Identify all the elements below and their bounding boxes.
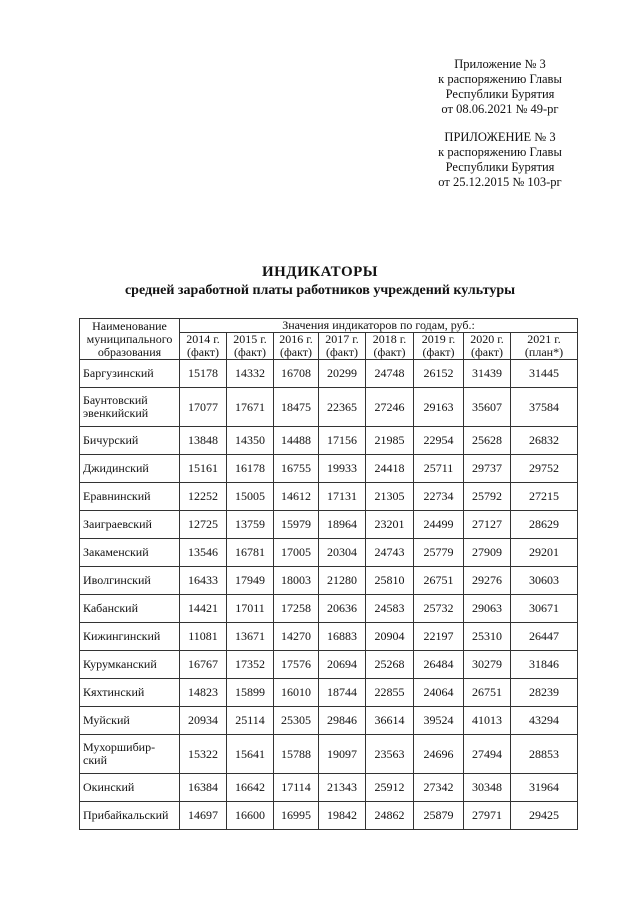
- appendix-republic-line: Республики Бурятия: [445, 160, 555, 174]
- appendix-order-line: к распоряжению Главы: [438, 72, 562, 86]
- table-row: [80, 802, 578, 830]
- municipality-name: Закаменский: [80, 539, 180, 567]
- table-row: [80, 774, 578, 802]
- appendix-title: Приложение № 3: [454, 57, 546, 71]
- indicator-value: 26447: [511, 623, 578, 651]
- year-column-header: [414, 333, 464, 360]
- appendix-date-line: от 08.06.2021 № 49-рг: [441, 102, 559, 116]
- municipality-name: Прибайкальский: [80, 802, 180, 830]
- indicator-value: 22734: [414, 483, 464, 511]
- indicator-value: 16600: [227, 802, 274, 830]
- municipality-name: Курумканский: [80, 651, 180, 679]
- indicator-value: 27971: [464, 802, 511, 830]
- indicator-value: 14421: [180, 595, 227, 623]
- indicator-value: 15161: [180, 455, 227, 483]
- indicator-value: 28853: [511, 735, 578, 774]
- indicator-value: 16384: [180, 774, 227, 802]
- year-column-header: [180, 333, 227, 360]
- indicator-value: 15641: [227, 735, 274, 774]
- indicator-value: 15322: [180, 735, 227, 774]
- indicator-value: 19933: [319, 455, 366, 483]
- indicator-value: 12252: [180, 483, 227, 511]
- municipality-name: Баргузинский: [80, 360, 180, 388]
- appendix-republic-line: Республики Бурятия: [445, 87, 555, 101]
- indicator-value: 24583: [366, 595, 414, 623]
- indicator-value: 25305: [274, 707, 319, 735]
- indicator-value: 29276: [464, 567, 511, 595]
- indicator-value: 24748: [366, 360, 414, 388]
- year-column-header: [464, 333, 511, 360]
- municipality-name: Кяхтинский: [80, 679, 180, 707]
- table-row: [80, 511, 578, 539]
- indicator-value: 31445: [511, 360, 578, 388]
- year-kind-label: (факт): [470, 345, 503, 359]
- year-label: 2021 г.: [527, 332, 561, 346]
- year-kind-label: (факт): [422, 345, 455, 359]
- indicator-value: 14612: [274, 483, 319, 511]
- indicator-value: 22954: [414, 427, 464, 455]
- indicator-value: 29201: [511, 539, 578, 567]
- indicator-value: 15788: [274, 735, 319, 774]
- indicator-value: 16178: [227, 455, 274, 483]
- indicator-value: 15005: [227, 483, 274, 511]
- municipality-name: Бичурский: [80, 427, 180, 455]
- indicator-value: 13546: [180, 539, 227, 567]
- year-label: 2015 г.: [233, 332, 267, 346]
- indicator-value: 16883: [319, 623, 366, 651]
- table-row: [80, 567, 578, 595]
- indicator-value: 14332: [227, 360, 274, 388]
- year-label: 2014 г.: [186, 332, 220, 346]
- indicator-value: 29752: [511, 455, 578, 483]
- indicator-value: 30671: [511, 595, 578, 623]
- indicator-value: 24418: [366, 455, 414, 483]
- indicator-value: 16781: [227, 539, 274, 567]
- indicator-value: 27909: [464, 539, 511, 567]
- indicator-value: 17114: [274, 774, 319, 802]
- table-row: [80, 679, 578, 707]
- municipality-column-header: Наименование муниципального образования: [80, 319, 180, 360]
- indicator-value: 20904: [366, 623, 414, 651]
- year-label: 2018 г.: [372, 332, 407, 346]
- municipality-name: Окинский: [80, 774, 180, 802]
- indicator-value: 21305: [366, 483, 414, 511]
- indicators-table: [79, 318, 578, 830]
- indicator-value: 24499: [414, 511, 464, 539]
- appendix-header-current: [400, 57, 600, 117]
- indicator-value: 26832: [511, 427, 578, 455]
- indicator-value: 25810: [366, 567, 414, 595]
- year-kind-label: (факт): [233, 345, 266, 359]
- indicator-value: 17576: [274, 651, 319, 679]
- municipality-name: Иволгинский: [80, 567, 180, 595]
- indicator-value: 13848: [180, 427, 227, 455]
- indicator-value: 15899: [227, 679, 274, 707]
- indicator-value: 16995: [274, 802, 319, 830]
- year-column-header: [274, 333, 319, 360]
- indicator-value: 20694: [319, 651, 366, 679]
- year-column-header: [366, 333, 414, 360]
- document-subtitle: средней заработной платы работников учреждений культуры: [124, 283, 516, 298]
- indicator-value: 23563: [366, 735, 414, 774]
- table-row: [80, 623, 578, 651]
- indicator-value: 14350: [227, 427, 274, 455]
- indicator-value: 13759: [227, 511, 274, 539]
- indicator-value: 11081: [180, 623, 227, 651]
- values-group-header: Значения индикаторов по годам, руб.:: [180, 319, 578, 333]
- indicator-value: 14697: [180, 802, 227, 830]
- municipality-name: Джидинский: [80, 455, 180, 483]
- indicator-value: 16642: [227, 774, 274, 802]
- indicator-value: 20934: [180, 707, 227, 735]
- indicator-value: 16010: [274, 679, 319, 707]
- indicator-value: 25268: [366, 651, 414, 679]
- indicator-value: 25779: [414, 539, 464, 567]
- indicator-value: 29846: [319, 707, 366, 735]
- table-row: [80, 388, 578, 427]
- indicator-value: 17352: [227, 651, 274, 679]
- year-label: 2016 г.: [279, 332, 313, 346]
- indicator-value: 17077: [180, 388, 227, 427]
- indicator-value: 17005: [274, 539, 319, 567]
- indicator-value: 16755: [274, 455, 319, 483]
- indicator-value: 31964: [511, 774, 578, 802]
- indicator-value: 35607: [464, 388, 511, 427]
- indicator-value: 26751: [414, 567, 464, 595]
- indicator-value: 21280: [319, 567, 366, 595]
- indicator-value: 25711: [414, 455, 464, 483]
- document-title: ИНДИКАТОРЫ: [261, 264, 379, 280]
- indicator-value: 22855: [366, 679, 414, 707]
- indicator-value: 25628: [464, 427, 511, 455]
- table-row: [80, 483, 578, 511]
- indicator-value: 17011: [227, 595, 274, 623]
- indicator-value: 20636: [319, 595, 366, 623]
- indicator-value: 30603: [511, 567, 578, 595]
- indicator-value: 17258: [274, 595, 319, 623]
- table-row: [80, 427, 578, 455]
- indicator-value: 13671: [227, 623, 274, 651]
- table-row: [80, 651, 578, 679]
- year-column-header: [319, 333, 366, 360]
- indicator-value: 19097: [319, 735, 366, 774]
- indicator-value: 21985: [366, 427, 414, 455]
- year-kind-label: (факт): [325, 345, 358, 359]
- indicator-value: 15178: [180, 360, 227, 388]
- indicator-value: 39524: [414, 707, 464, 735]
- municipality-name: Кабанский: [80, 595, 180, 623]
- indicator-value: 27246: [366, 388, 414, 427]
- year-column-header: [511, 333, 578, 360]
- municipality-name: Заиграевский: [80, 511, 180, 539]
- appendix-header-original: [400, 130, 600, 190]
- municipality-name: Мухоршибир-ский: [80, 735, 180, 774]
- year-label: 2017 г.: [325, 332, 359, 346]
- indicator-value: 31846: [511, 651, 578, 679]
- indicator-value: 25114: [227, 707, 274, 735]
- indicator-value: 22197: [414, 623, 464, 651]
- indicator-value: 29425: [511, 802, 578, 830]
- table-header-row: [80, 319, 578, 333]
- indicator-value: 18964: [319, 511, 366, 539]
- indicator-value: 26152: [414, 360, 464, 388]
- municipality-name: Муйский: [80, 707, 180, 735]
- indicator-value: 41013: [464, 707, 511, 735]
- indicator-value: 16433: [180, 567, 227, 595]
- indicator-value: 18744: [319, 679, 366, 707]
- indicator-value: 17156: [319, 427, 366, 455]
- table-row: [80, 595, 578, 623]
- municipality-name: Баунтовский эвенкийский: [80, 388, 180, 427]
- indicator-value: 29063: [464, 595, 511, 623]
- indicator-value: 28629: [511, 511, 578, 539]
- indicator-value: 24862: [366, 802, 414, 830]
- year-label: 2019 г.: [421, 332, 456, 346]
- municipality-name: Кижингинский: [80, 623, 180, 651]
- indicator-value: 26751: [464, 679, 511, 707]
- indicator-value: 30279: [464, 651, 511, 679]
- indicator-value: 24064: [414, 679, 464, 707]
- indicator-value: 25912: [366, 774, 414, 802]
- indicator-value: 20299: [319, 360, 366, 388]
- indicator-value: 20304: [319, 539, 366, 567]
- appendix-title: ПРИЛОЖЕНИЕ № 3: [444, 130, 556, 144]
- indicator-value: 14823: [180, 679, 227, 707]
- table-row: [80, 735, 578, 774]
- indicator-value: 27342: [414, 774, 464, 802]
- indicator-value: 27215: [511, 483, 578, 511]
- indicator-value: 25310: [464, 623, 511, 651]
- indicator-value: 25792: [464, 483, 511, 511]
- indicator-value: 25732: [414, 595, 464, 623]
- indicator-value: 30348: [464, 774, 511, 802]
- indicator-value: 29163: [414, 388, 464, 427]
- indicator-value: 26484: [414, 651, 464, 679]
- indicator-value: 23201: [366, 511, 414, 539]
- appendix-date-line: от 25.12.2015 № 103-рг: [438, 175, 562, 189]
- indicator-value: 24696: [414, 735, 464, 774]
- year-kind-label: (факт): [279, 345, 312, 359]
- indicator-value: 17671: [227, 388, 274, 427]
- year-label: 2020 г.: [470, 332, 504, 346]
- year-column-header: [227, 333, 274, 360]
- indicator-value: 24743: [366, 539, 414, 567]
- indicator-value: 16708: [274, 360, 319, 388]
- indicator-value: 16767: [180, 651, 227, 679]
- indicator-value: 27494: [464, 735, 511, 774]
- municipality-name: Еравнинский: [80, 483, 180, 511]
- table-row: [80, 360, 578, 388]
- indicator-value: 21343: [319, 774, 366, 802]
- indicator-value: 29737: [464, 455, 511, 483]
- table-row: [80, 455, 578, 483]
- indicator-value: 36614: [366, 707, 414, 735]
- indicator-value: 22365: [319, 388, 366, 427]
- indicator-value: 14270: [274, 623, 319, 651]
- indicator-value: 37584: [511, 388, 578, 427]
- year-kind-label: (план*): [524, 345, 564, 359]
- indicator-value: 18475: [274, 388, 319, 427]
- indicator-value: 25879: [414, 802, 464, 830]
- appendix-order-line: к распоряжению Главы: [438, 145, 562, 159]
- year-kind-label: (факт): [186, 345, 219, 359]
- indicator-value: 43294: [511, 707, 578, 735]
- indicator-value: 15979: [274, 511, 319, 539]
- indicator-value: 12725: [180, 511, 227, 539]
- indicator-value: 18003: [274, 567, 319, 595]
- table-row: [80, 539, 578, 567]
- indicator-value: 14488: [274, 427, 319, 455]
- indicator-value: 28239: [511, 679, 578, 707]
- indicator-value: 27127: [464, 511, 511, 539]
- indicator-value: 31439: [464, 360, 511, 388]
- indicator-value: 17131: [319, 483, 366, 511]
- table-row: [80, 707, 578, 735]
- year-kind-label: (факт): [373, 345, 406, 359]
- indicator-value: 17949: [227, 567, 274, 595]
- indicator-value: 19842: [319, 802, 366, 830]
